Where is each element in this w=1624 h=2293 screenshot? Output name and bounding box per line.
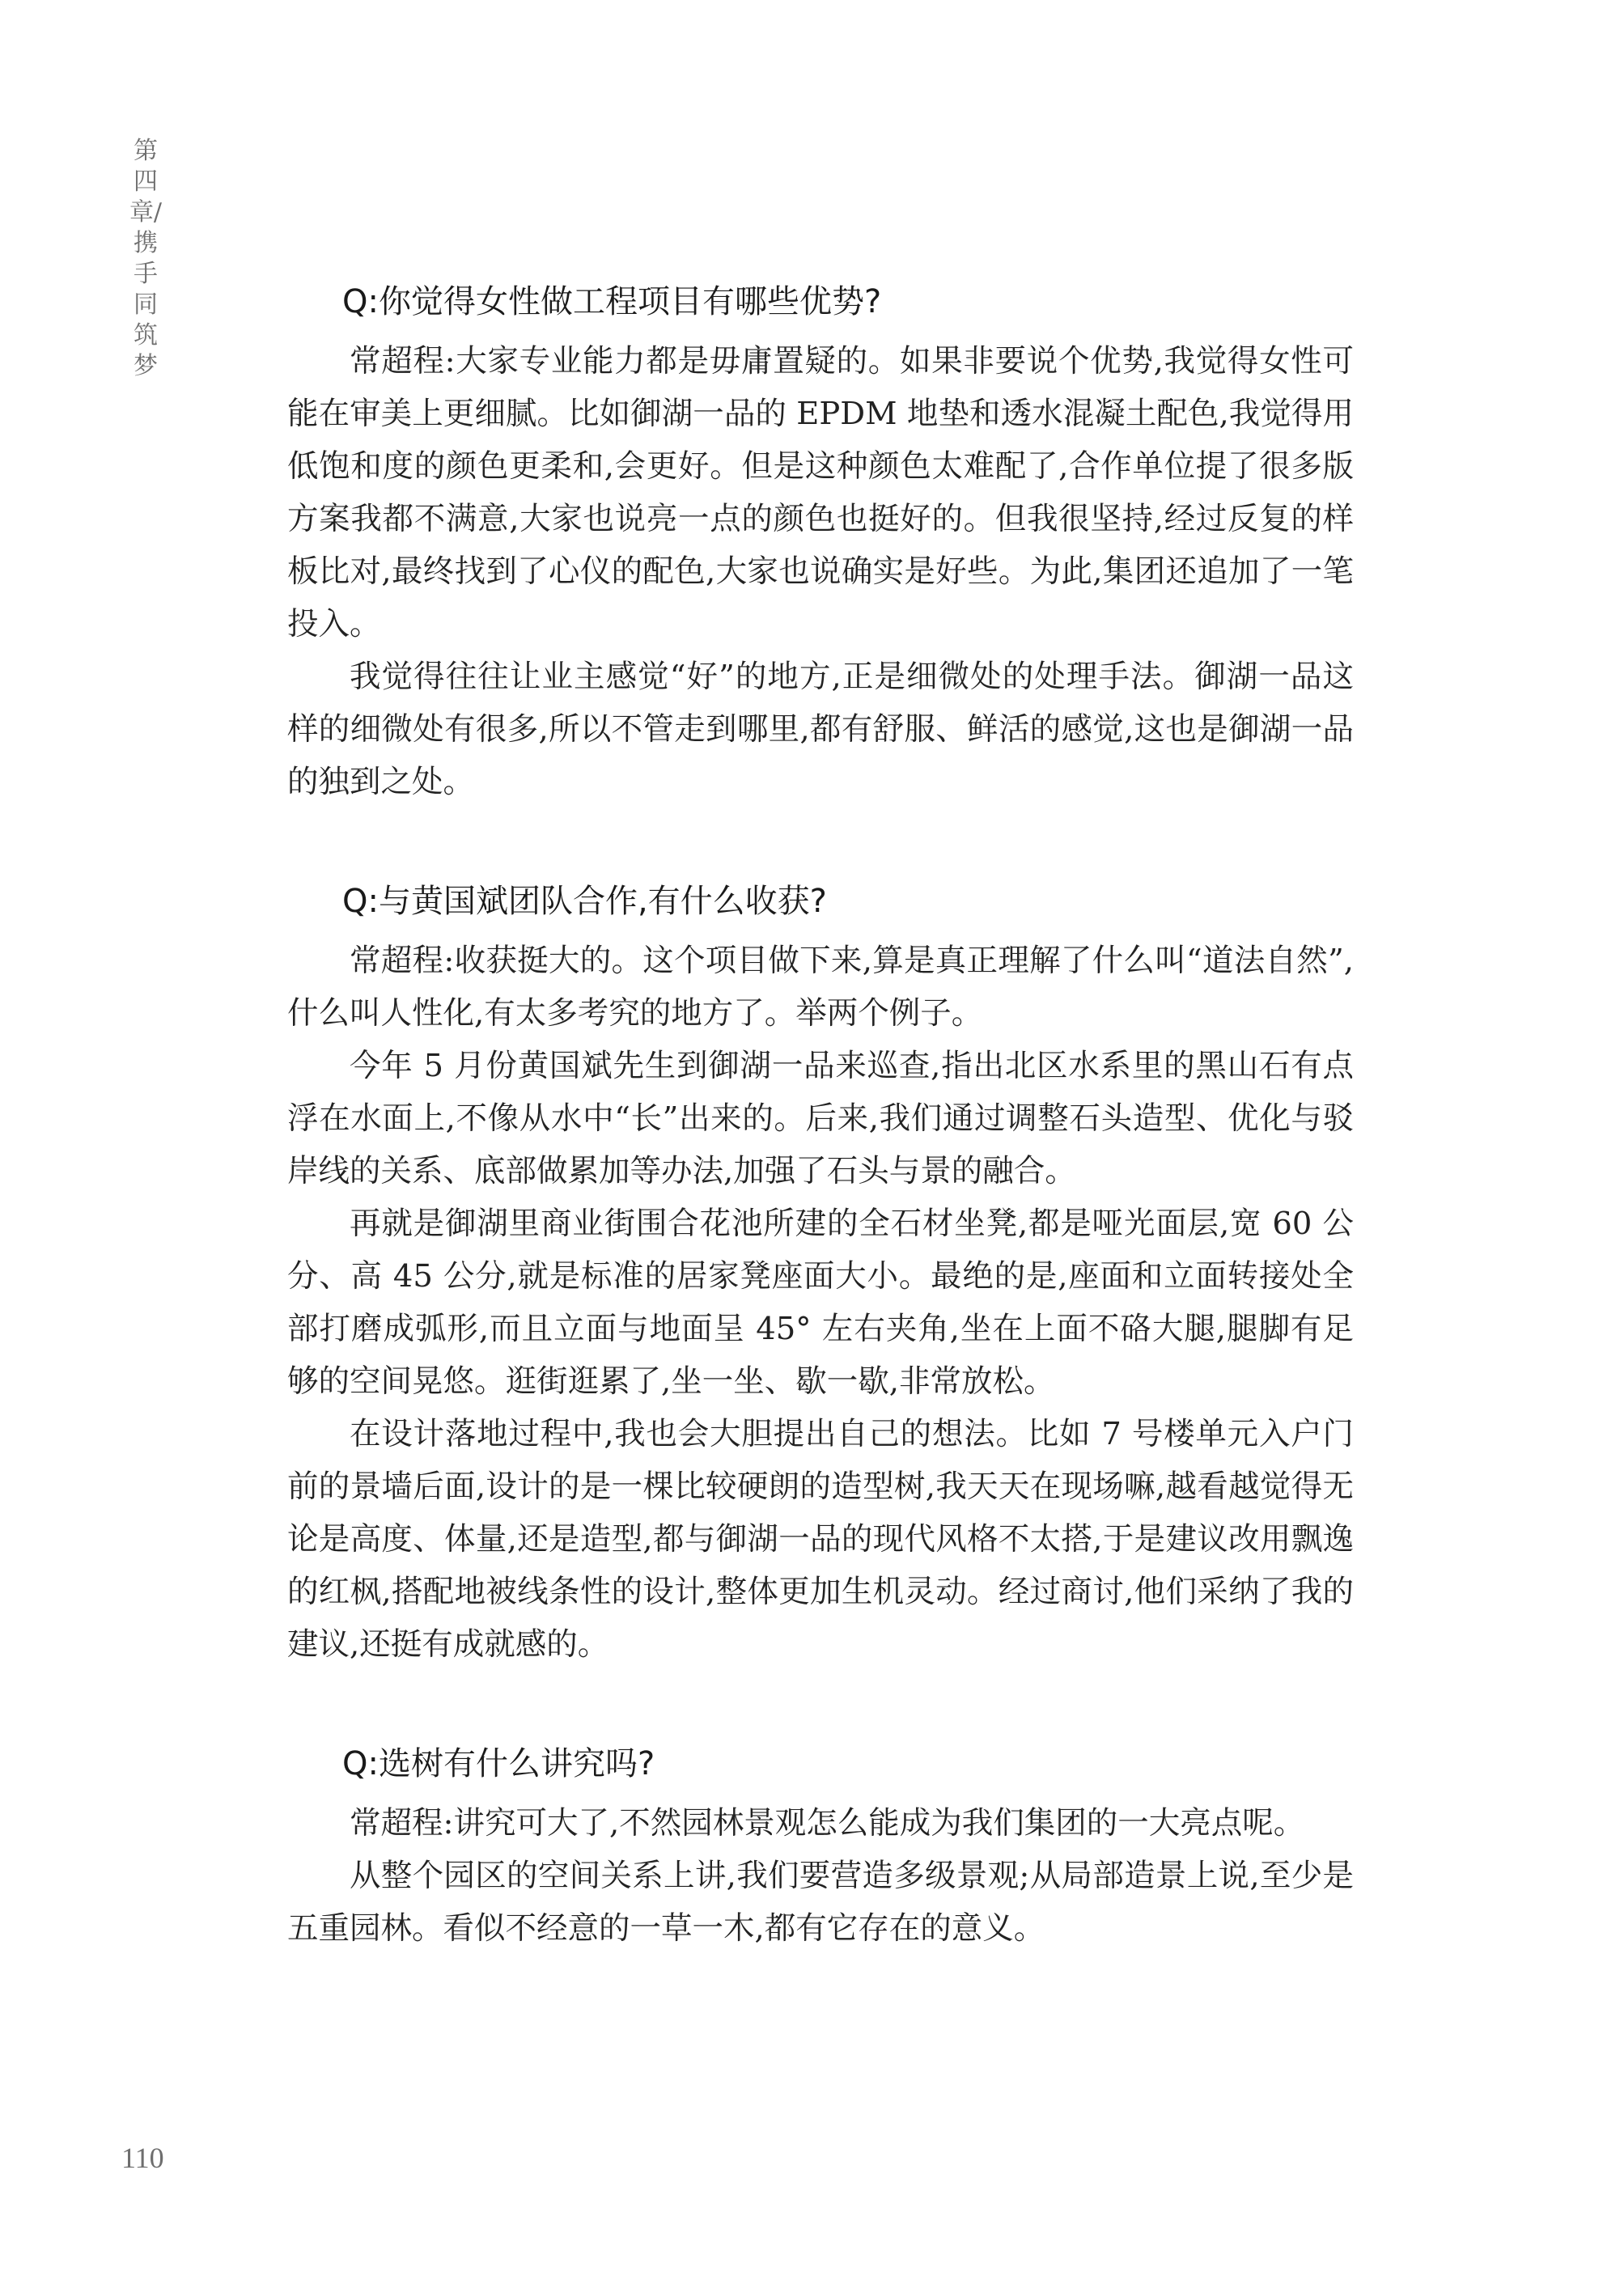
paragraph: 我觉得往往让业主感觉“好”的地方,正是细微处的处理手法。御湖一品这样的细微处有很多,所以不管走到哪里,都有舒服、鲜活的感觉,这也是御湖一品的独到之处。 <box>287 659 1354 800</box>
question-heading: Q:你觉得女性做工程项目有哪些优势? <box>342 283 882 320</box>
page-number: 110 <box>121 2142 164 2174</box>
main-text <box>287 277 1354 2023</box>
running-head: 第四章/携手同筑梦 <box>129 137 163 380</box>
question-heading: Q:选树有什么讲究吗? <box>342 1745 655 1782</box>
qa-section <box>287 876 1354 1671</box>
paragraph: 在设计落地过程中,我也会大胆提出自己的想法。比如 7 号楼单元入户门前的景墙后面,设计的是一棵比较硬朗的造型树,我天天在现场嘛,越看越觉得无论是高度、体量,还是造型,都与御湖一品的现代风格不太搭,于是建议改用飘逸的红枫,搭配地被线条性的设计,整体更加生机灵动。经过商讨,他们采纳了我的建议,还挺有成就感的。 <box>287 1416 1354 1663</box>
paragraph: 今年 5 月份黄国斌先生到御湖一品来巡查,指出北区水系里的黑山石有点浮在水面上,不像从水中“长”出来的。后来,我们通过调整石头造型、优化与驳岸线的关系、底部做累加等办法,加强了石头与景的融合。 <box>287 1048 1354 1189</box>
paragraph: 常超程:大家专业能力都是毋庸置疑的。如果非要说个优势,我觉得女性可能在审美上更细腻。比如御湖一品的 EPDM 地垫和透水混凝土配色,我觉得用低饱和度的颜色更柔和,会更好。但是这种颜色太难配了,合作单位提了很多版方案我都不满意,大家也说亮一点的颜色也挺好的。但我很坚持,经过反复的样板比对,最终找到了心仪的配色,大家也说确实是好些。为此,集团还追加了一笔投入。 <box>287 343 1354 642</box>
qa-section <box>287 1739 1354 1955</box>
qa-section <box>287 277 1354 808</box>
paragraph: 从整个园区的空间关系上讲,我们要营造多级景观;从局部造景上说,至少是五重园林。看似不经意的一草一木,都有它存在的意义。 <box>287 1858 1354 1947</box>
paragraph: 再就是御湖里商业街围合花池所建的全石材坐凳,都是哑光面层,宽 60 公分、高 45 公分,就是标准的居家凳座面大小。最绝的是,座面和立面转接处全部打磨成弧形,而且立面与地面呈 45° 左右夹角,坐在上面不硌大腿,腿脚有足够的空间晃悠。逛街逛累了,坐一坐、歇一歇,非常放松。 <box>287 1206 1354 1400</box>
paragraph: 常超程:收获挺大的。这个项目做下来,算是真正理解了什么叫“道法自然”,什么叫人性化,有太多考究的地方了。举两个例子。 <box>287 943 1354 1032</box>
paragraph: 常超程:讲究可大了,不然园林景观怎么能成为我们集团的一大亮点呢。 <box>350 1805 1305 1842</box>
question-heading: Q:与黄国斌团队合作,有什么收获? <box>342 883 827 920</box>
